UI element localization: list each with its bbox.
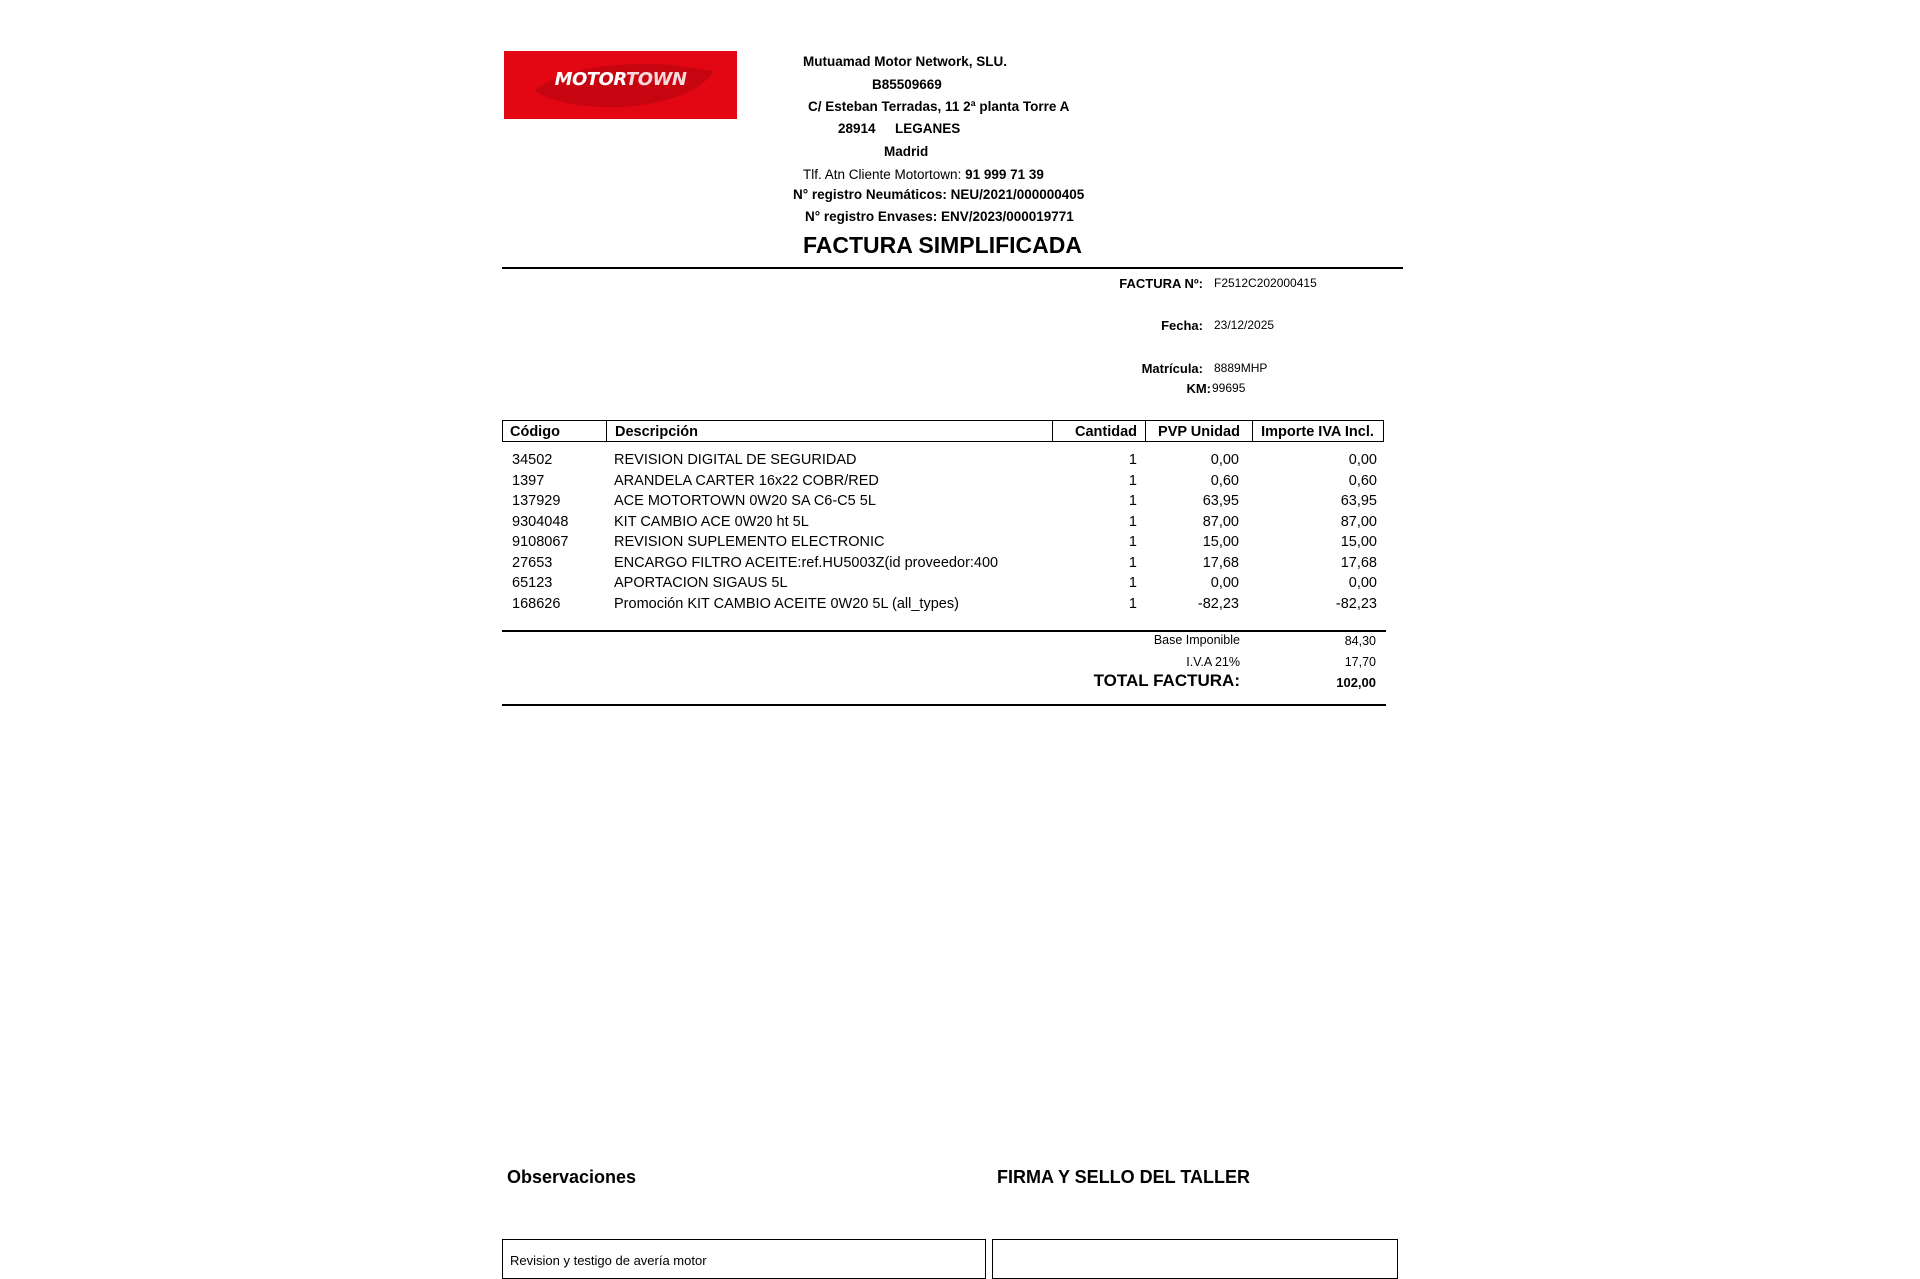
- plate-label: Matrícula:: [1141, 361, 1203, 376]
- cell-code: 137929: [512, 493, 561, 509]
- cell-description: REVISION SUPLEMENTO ELECTRONIC: [614, 534, 885, 550]
- cell-code: 168626: [512, 595, 561, 612]
- cell-code: 9304048: [512, 513, 569, 530]
- cell-quantity: 1: [1128, 493, 1137, 509]
- cell-code: 1397: [512, 472, 545, 489]
- totals-divider-top: [502, 630, 1386, 632]
- company-province: Madrid: [884, 144, 929, 159]
- firma-box: [992, 1239, 1398, 1279]
- table-row: [502, 471, 1384, 491]
- col-header-code: Código: [503, 421, 607, 441]
- cell-total: 0,00: [1348, 575, 1377, 591]
- registro-neumaticos: N° registro Neumáticos: NEU/2021/000000405: [793, 187, 1085, 202]
- table-row: [502, 450, 1384, 470]
- col-header-total: Importe IVA Incl.: [1261, 424, 1374, 440]
- company-phone: Tlf. Atn Cliente Motortown: 91 999 71 39: [803, 167, 1044, 182]
- motortown-logo: [504, 51, 737, 119]
- cell-quantity: 1: [1128, 472, 1137, 489]
- company-cif: B85509669: [872, 77, 942, 92]
- base-imponible-value: 84,30: [1344, 634, 1376, 648]
- cell-total: 0,60: [1348, 472, 1377, 489]
- cell-total: 0,00: [1348, 452, 1377, 468]
- cell-quantity: 1: [1128, 534, 1137, 550]
- cell-unit-price: 63,95: [1202, 493, 1239, 509]
- observaciones-box: [502, 1239, 986, 1279]
- totals-divider-bottom: [502, 704, 1386, 706]
- company-address: C/ Esteban Terradas, 11 2ª planta Torre A: [808, 99, 1070, 114]
- cell-description: REVISION DIGITAL DE SEGURIDAD: [614, 452, 857, 468]
- cell-unit-price: 0,00: [1210, 452, 1239, 468]
- company-postal-code: 28914: [838, 121, 876, 136]
- date-label: Fecha:: [1161, 318, 1203, 333]
- col-header-description: Descripción: [607, 421, 1053, 441]
- km-label: KM:: [1186, 381, 1211, 396]
- cell-quantity: 1: [1128, 575, 1137, 591]
- cell-code: 65123: [512, 575, 553, 591]
- table-row: [502, 491, 1384, 511]
- table-row: [502, 594, 1384, 614]
- invoice-number-value: F2512C202000415: [1214, 276, 1317, 290]
- cell-description: ACE MOTORTOWN 0W20 SA C6-C5 5L: [614, 493, 876, 509]
- cell-description: Promoción KIT CAMBIO ACEITE 0W20 5L (all_types): [614, 595, 959, 612]
- cell-total: 17,68: [1340, 554, 1377, 571]
- cell-unit-price: 17,68: [1202, 554, 1239, 571]
- cell-description: ARANDELA CARTER 16x22 COBR/RED: [614, 472, 879, 489]
- cell-total: -82,23: [1335, 595, 1377, 612]
- logo-wordmark: MOTORTOWN: [554, 69, 687, 90]
- cell-unit-price: 0,00: [1210, 575, 1239, 591]
- cell-quantity: 1: [1128, 595, 1137, 612]
- cell-total: 63,95: [1340, 493, 1377, 509]
- plate-value: 8889MHP: [1214, 361, 1268, 375]
- table-row: [502, 553, 1384, 573]
- cell-code: 27653: [512, 554, 553, 571]
- cell-unit-price: 15,00: [1202, 534, 1239, 550]
- table-row: [502, 532, 1384, 552]
- cell-quantity: 1: [1128, 513, 1137, 530]
- cell-quantity: 1: [1128, 452, 1137, 468]
- total-factura-label: TOTAL FACTURA:: [1093, 671, 1240, 690]
- document-title: FACTURA SIMPLIFICADA: [803, 232, 1082, 258]
- cell-unit-price: -82,23: [1197, 595, 1239, 612]
- col-header-unit-price: PVP Unidad: [1146, 421, 1253, 441]
- col-header-quantity: Cantidad: [1053, 421, 1146, 441]
- firma-title: FIRMA Y SELLO DEL TALLER: [997, 1167, 1251, 1187]
- invoice-number-label: FACTURA Nº:: [1119, 276, 1203, 291]
- date-value: 23/12/2025: [1214, 318, 1275, 332]
- cell-unit-price: 0,60: [1210, 472, 1239, 489]
- observaciones-text: Revision y testigo de avería motor: [510, 1253, 707, 1268]
- company-city: LEGANES: [895, 121, 961, 136]
- total-factura-value: 102,00: [1336, 675, 1376, 690]
- cell-description: ENCARGO FILTRO ACEITE:ref.HU5003Z(id proveedor:400: [614, 554, 999, 571]
- cell-code: 9108067: [512, 534, 569, 550]
- cell-quantity: 1: [1128, 554, 1137, 571]
- cell-unit-price: 87,00: [1202, 513, 1239, 530]
- iva-value: 17,70: [1344, 655, 1376, 669]
- cell-total: 87,00: [1340, 513, 1377, 530]
- cell-code: 34502: [512, 452, 553, 468]
- items-table-header: [502, 420, 1384, 442]
- company-name: Mutuamad Motor Network, SLU.: [803, 54, 1008, 69]
- km-value: 99695: [1212, 381, 1246, 395]
- cell-description: KIT CAMBIO ACE 0W20 ht 5L: [614, 513, 809, 530]
- observaciones-title: Observaciones: [507, 1167, 637, 1187]
- cell-total: 15,00: [1340, 534, 1377, 550]
- table-row: [502, 573, 1384, 593]
- base-imponible-label: Base Imponible: [1153, 633, 1240, 647]
- registro-envases: N° registro Envases: ENV/2023/000019771: [805, 209, 1074, 224]
- iva-label: I.V.A 21%: [1186, 655, 1240, 669]
- cell-description: APORTACION SIGAUS 5L: [614, 575, 788, 591]
- table-row: [502, 512, 1384, 532]
- title-divider: [502, 267, 1403, 269]
